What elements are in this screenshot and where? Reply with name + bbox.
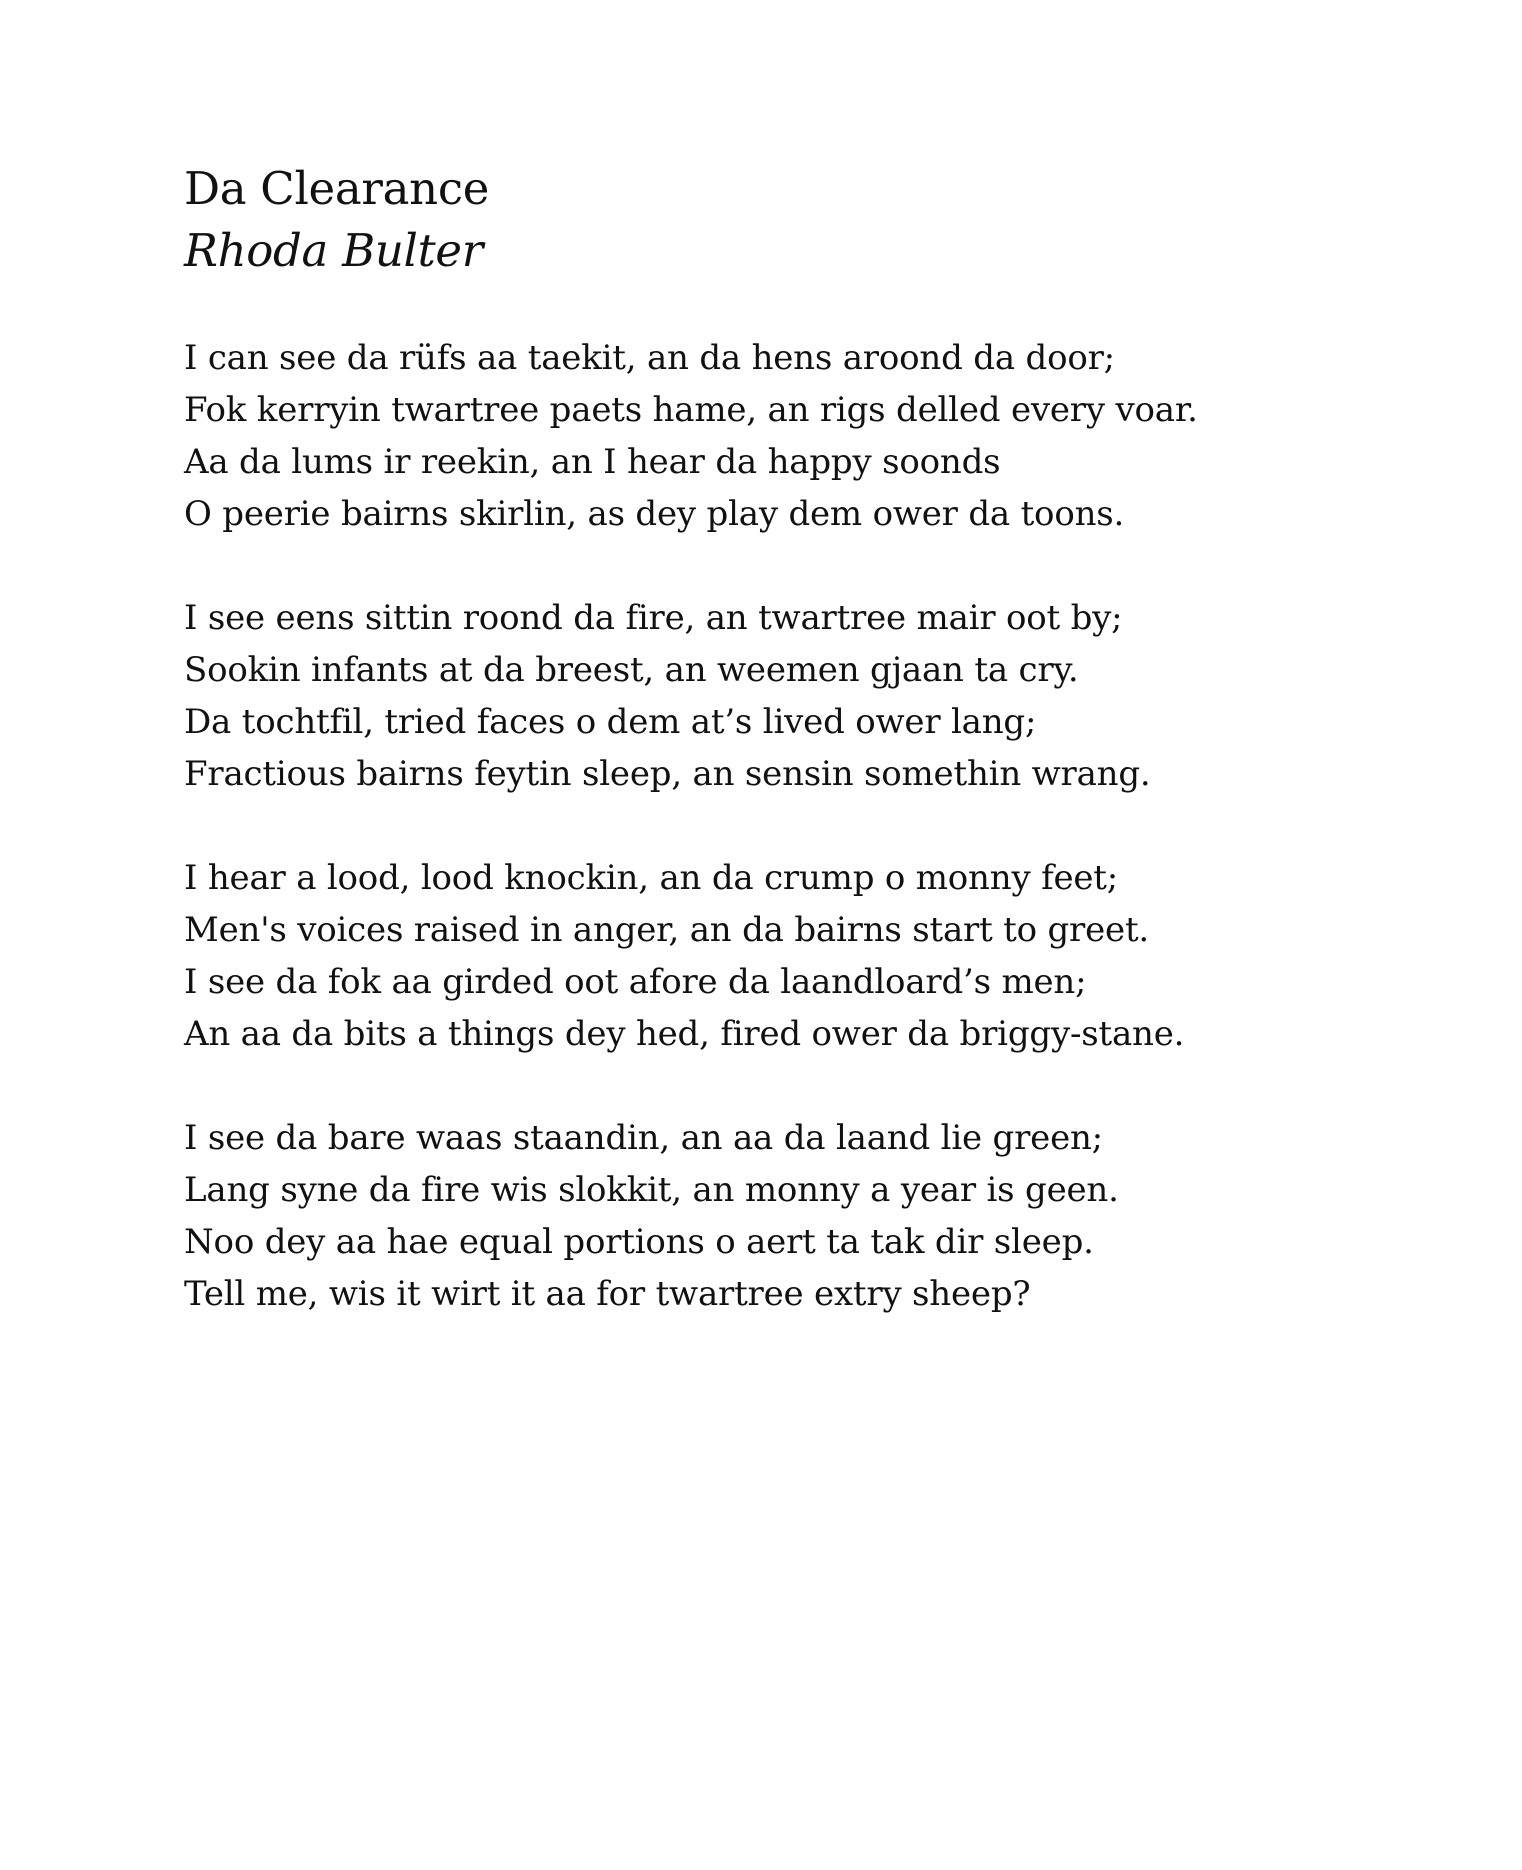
poem-line: Fractious bairns feytin sleep, an sensin somethin wrang. [184, 754, 1151, 794]
stanza-2 [184, 592, 1384, 800]
poem-line: Men's voices raised in anger, an da bairns start to greet. [184, 910, 1150, 950]
stanza-1 [184, 332, 1384, 540]
poem-line: I see da bare waas staandin, an aa da laand lie green; [184, 1118, 1103, 1158]
poem-line: Da tochtfil, tried faces o dem at’s lived ower lang; [184, 702, 1037, 742]
poem-line: Tell me, wis it wirt it aa for twartree extry sheep? [184, 1274, 1031, 1314]
poem-line: Fok kerryin twartree paets hame, an rigs delled every voar. [184, 390, 1198, 430]
poem-line: O peerie bairns skirlin, as dey play dem ower da toons. [184, 494, 1125, 534]
poem-line: I see eens sittin roond da fire, an twartree mair oot by; [184, 598, 1123, 638]
stanza-4 [184, 1112, 1384, 1320]
poem-title: Da Clearance [184, 162, 490, 215]
poem-line: An aa da bits a things dey hed, fired ower da briggy-stane. [184, 1014, 1185, 1054]
poem-line: I can see da rüfs aa taekit, an da hens aroond da door; [184, 338, 1115, 378]
poem-line: Lang syne da fire wis slokkit, an monny a year is geen. [184, 1170, 1119, 1210]
poem-line: Aa da lums ir reekin, an I hear da happy soonds [184, 442, 1001, 482]
poem-author: Rhoda Bulter [184, 224, 483, 277]
poem-page [184, 158, 1384, 1372]
poem-line: Sookin infants at da breest, an weemen gjaan ta cry. [184, 650, 1079, 690]
poem-line: I see da fok aa girded oot afore da laandloard’s men; [184, 962, 1087, 1002]
poem-line: Noo dey aa hae equal portions o aert ta tak dir sleep. [184, 1222, 1094, 1262]
stanza-3 [184, 852, 1384, 1060]
poem-line: I hear a lood, lood knockin, an da crump o monny feet; [184, 858, 1119, 898]
